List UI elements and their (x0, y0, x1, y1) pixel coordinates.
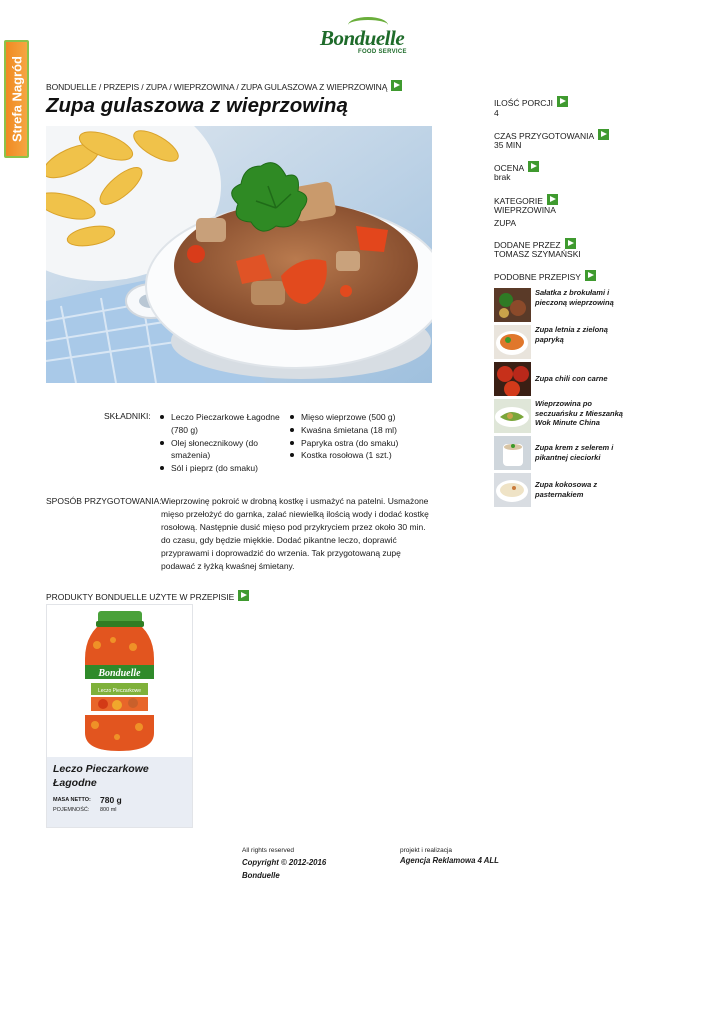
similar-recipe-thumb (494, 288, 531, 322)
ingredients-label: SKŁADNIKI: (104, 411, 151, 421)
product-jar-image (47, 605, 192, 757)
preparation-label: SPOSÓB PRZYGOTOWANIA: (46, 496, 162, 506)
ingredients-left-list (160, 411, 280, 475)
similar-recipe-item[interactable] (494, 362, 634, 398)
similar-recipe-item[interactable] (494, 473, 634, 509)
similar-recipe-title: Zupa kokosowa z pasternakiem (535, 480, 598, 499)
recipe-photo (46, 126, 432, 383)
similar-recipe-item[interactable] (494, 288, 634, 324)
time-label-text: CZAS PRZYGOTOWANIA (494, 131, 595, 141)
similar-recipe-thumb (494, 362, 531, 396)
arrow-icon (565, 238, 576, 249)
arrow-icon (547, 194, 558, 205)
similar-recipe-title: Zupa letnia z zieloną papryką (535, 325, 608, 344)
added-by-label-text: DODANE PRZEZ (494, 240, 561, 250)
arrow-icon (391, 80, 402, 91)
jar-label: Leczo Pieczarkowe (97, 688, 142, 694)
similar-label-text: PODOBNE PRZEPISY (494, 272, 581, 282)
similar-recipe-item[interactable] (494, 399, 634, 435)
logo-sub: FOOD SERVICE (358, 49, 407, 55)
rights-label: All rights reserved (242, 847, 295, 854)
category-link-wieprzowina[interactable]: WIEPRZOWINA (494, 205, 556, 215)
ingredient-item: Kostka rosołowa (1 szt.) (290, 449, 420, 462)
similar-recipe-title: Zupa chili con carne (535, 374, 608, 383)
similar-recipe-item[interactable] (494, 436, 634, 472)
similar-recipe-title: Sałatka z brokułami i pieczoną wieprzowiną (535, 288, 614, 307)
category-link-zupa[interactable]: ZUPA (494, 218, 517, 228)
ingredient-item: Mięso wieprzowe (500 g) (290, 411, 420, 424)
ingredient-item: Leczo Pieczarkowe Łagodne (780 g) (160, 411, 280, 437)
similar-label (494, 270, 596, 282)
arrow-icon (528, 161, 539, 172)
products-label-text: PRODUKTY BONDUELLE UŻYTE W PRZEPISIE (46, 592, 235, 602)
page-title: Zupa gulaszowa z wieprzowiną (46, 94, 348, 117)
jar-brand: Bonduelle (98, 668, 141, 679)
similar-recipe-thumb (494, 473, 531, 507)
agency-link[interactable]: Agencja Reklamowa 4 ALL (400, 856, 499, 865)
strefa-nagrod-tab[interactable] (4, 40, 29, 158)
breadcrumb-text: BONDUELLE / PRZEPIS / ZUPA / WIEPRZOWINA / ZUPA GULASZOWA Z WIEPRZOWINĄ (46, 82, 388, 92)
product-name[interactable]: Leczo Pieczarkowe Łagodne (53, 763, 149, 789)
mass-value: 780 g (100, 795, 122, 805)
portions-label-text: ILOŚĆ PORCJI (494, 98, 554, 108)
made-by-label: projekt i realizacja (400, 847, 453, 854)
portions-value: 4 (494, 108, 499, 118)
arrow-icon (585, 270, 596, 281)
portions-label (494, 96, 568, 108)
similar-recipe-item[interactable] (494, 325, 634, 361)
similar-recipe-thumb (494, 436, 531, 470)
categories-label-text: KATEGORIE (494, 196, 543, 206)
time-value: 35 MIN (494, 140, 522, 150)
arrow-icon (598, 129, 609, 140)
breadcrumb[interactable] (46, 80, 402, 92)
rating-label-text: OCENA (494, 163, 525, 173)
copyright-text: Copyright © 2012-2016 Bonduelle (242, 858, 327, 880)
ingredient-item: Kwaśna śmietana (18 ml) (290, 424, 420, 437)
product-card[interactable] (46, 604, 193, 828)
preparation-text: Wieprzowinę pokroić w drobną kostkę i usmażyć na patelni. Usmażone mięso przełożyć do garnka, zalać niewielką ilością wody i dodać kostkę rosołową. Następnie dusić mięso pod przykryciem przez około 30 min. do czasu, gdy będzie miękkie. Dodać pikantne leczo, doprawić przyprawami i doprowadzić do wrzenia. Tak przygotowaną zupę podawać z łyżką kwaśnej śmietany. (161, 496, 429, 571)
similar-recipe-title: Zupa krem z selerem i pikantnej cieciorki (535, 443, 614, 462)
arrow-icon (238, 590, 249, 601)
capacity-value: 800 ml (100, 807, 117, 813)
product-info (47, 757, 192, 827)
ingredient-item: Papryka ostra (do smaku) (290, 437, 420, 450)
strefa-nagrod-label: Strefa Nagród (9, 56, 24, 142)
similar-recipe-title: Wieprzowina po seczuańsku z Mieszanką Wok Minute China (535, 399, 623, 427)
mass-label: MASA NETTO: (53, 797, 91, 803)
bonduelle-logo[interactable] (318, 16, 408, 56)
ingredients-right-list (290, 411, 420, 462)
arrow-icon (557, 96, 568, 107)
added-by-value: TOMASZ SZYMAŃSKI (494, 249, 581, 259)
similar-recipe-thumb (494, 325, 531, 359)
products-label (46, 590, 249, 602)
logo-brand: Bonduelle (320, 26, 405, 50)
rating-value: brak (494, 172, 511, 182)
capacity-label: POJEMNOŚĆ: (53, 807, 90, 813)
ingredient-item: Olej słonecznikowy (do smażenia) (160, 437, 280, 463)
similar-recipe-thumb (494, 399, 531, 433)
ingredient-item: Sól i pieprz (do smaku) (160, 462, 280, 475)
